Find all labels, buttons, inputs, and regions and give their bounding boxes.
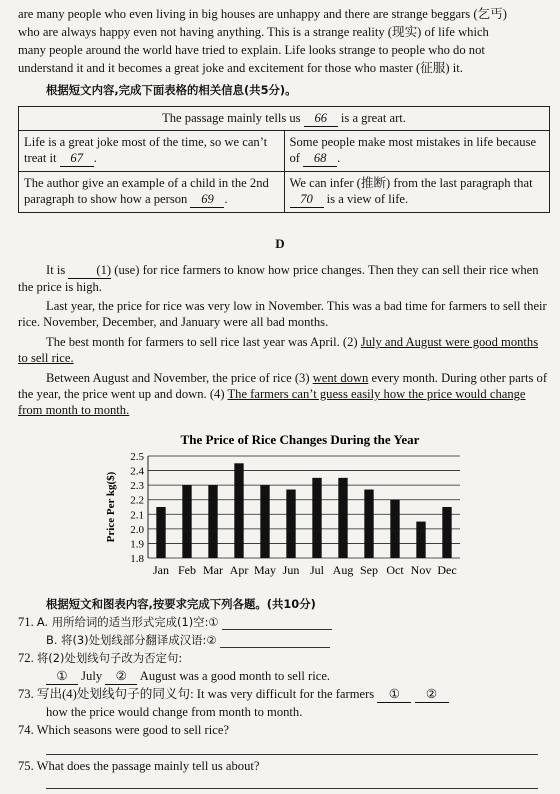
bar-may [260,485,269,558]
q72-number: 72. [18,651,34,665]
bar-apr [234,463,243,558]
answer-line-75[interactable] [46,788,538,789]
x-tick-label: Dec [437,563,457,577]
q74-number: 74. [18,723,34,737]
bar-oct [390,500,399,558]
bar-jan [156,507,165,558]
answer-blank-66[interactable]: 66 [304,110,338,127]
y-tick-label: 2.5 [130,451,144,463]
chart-y-ticks [130,451,144,565]
table-cell-70 [284,172,550,213]
section-heading: D [275,236,285,251]
underlined-sentence-2: July and August were good months to sell rice. [18,335,539,365]
answer-blank-72-1[interactable]: ① [46,668,78,685]
cell70-text: We can infer (推断) from the last paragraph that [289,176,533,190]
bar-sep [364,490,373,558]
passage-line-3: many people around the world have tried to explain. Life looks strange to people who do not [18,43,485,57]
question-71b [46,632,560,648]
q75-number: 75. [18,759,34,773]
x-tick-label: May [254,563,276,577]
q71b-text: B. 将(3)处划线部分翻译成汉语:② [46,633,217,647]
q72-text: 将(2)处划线句子改为否定句: [36,651,183,665]
answer-blank-67[interactable]: 67 [60,150,94,167]
x-tick-label: Jun [282,563,300,577]
question-73 [18,686,550,703]
cell70-end: is a view of life. [326,192,409,206]
table-cell-69 [19,172,285,213]
table-instruction: 根据短文内容,完成下面表格的相关信息(共5分)。 [46,83,297,97]
bar-mar [208,485,217,558]
row1-text: The passage mainly tells us [162,111,301,125]
p1-text-b: (use) for rice farmers to know how price changes. Then they can sell their rice when the price is high. [18,263,539,294]
y-tick-label: 2.4 [130,465,144,478]
table-cell-68 [284,131,550,172]
cell69-text: The author give an example of a child in the 2nd paragraph to show how a person [24,176,269,206]
cell67-end: . [93,151,97,165]
q73-continuation: how the price would change from month to month. [46,705,303,719]
question-75 [18,758,550,774]
bar-feb [182,485,191,558]
cell67-text: Life is a great joke most of the time, so we can’t treat it [24,135,268,165]
bar-jun [286,490,295,558]
bar-aug [338,478,347,558]
x-tick-label: Jul [309,563,325,577]
y-tick-label: 2.2 [130,494,144,507]
x-tick-label: Aug [332,563,354,577]
y-tick-label: 2.0 [130,523,144,536]
p1-text-a: It is [46,263,66,277]
passage-line-1: are many people who even living in big houses are unhappy and there are strange beggars (乞丐) [18,7,507,21]
chart-x-ticks [153,563,457,577]
x-tick-label: Nov [410,563,432,577]
passage-line-4: understand it and it becomes a great joke and excitement for those who master (征服) it. [18,61,463,75]
q71-number: 71. [18,615,34,629]
underlined-sentence-4: The farmers can’t guess easily how the price would change from month to month. [18,387,526,417]
answer-line-71a[interactable] [222,617,332,630]
chart-title: The Price of Rice Changes During the Year [180,432,420,447]
passage-d-p4 [18,370,550,418]
rice-price-chart [100,430,480,580]
q72-august: August was a good month to sell rice. [139,669,331,683]
q72-july: July [81,669,103,683]
y-tick-label: 1.9 [130,538,144,551]
q75-text: What does the passage mainly tell us about? [36,759,260,773]
answer-blank-73-1[interactable]: ① [377,686,411,703]
x-tick-label: Apr [229,563,249,577]
chart-grid [148,456,460,558]
p4-text-b: every month. During other parts of the year, the price went up and down. (4) [18,371,548,401]
p4-text-a: Between August and November, the price of rice (3) [46,371,310,385]
passage-d-p2: Last year, the price for rice was very low in November. This was a bad time for farmers to sell their rice. November, December, and January were all bad months. [18,299,547,329]
answer-line-74[interactable] [46,754,538,755]
table-cell-67 [19,131,285,172]
answer-blank-73-2[interactable]: ② [415,686,449,703]
blank-1[interactable]: (1) [68,262,111,279]
x-tick-label: Feb [178,563,196,577]
question-74 [18,722,550,738]
y-tick-label: 1.8 [130,553,144,565]
answer-blank-70[interactable]: 70 [290,191,324,208]
passage-line-2: who are always happy even not having anything. This is a strange reality (现实) of life which [18,25,489,39]
q74-text: Which seasons were good to sell rice? [36,723,230,737]
passage-d-p1 [18,262,550,295]
y-tick-label: 2.3 [130,480,144,493]
bar-nov [416,522,425,558]
cell69-end: . [224,192,228,206]
bar-dec [442,507,451,558]
chart-ylabel: Price Per kg($) [105,471,117,543]
question-71a [18,614,550,630]
answer-blank-72-2[interactable]: ② [105,668,137,685]
x-tick-label: Sep [360,563,378,577]
x-tick-label: Mar [203,563,223,577]
answer-blank-68[interactable]: 68 [303,150,337,167]
cell68-text: Some people make most mistakes in life because of [289,135,537,165]
cell68-end: . [337,151,341,165]
passage-d-p3 [18,334,550,366]
table-row-1 [19,107,550,131]
p3-text: The best month for farmers to sell rice last year was April. (2) [46,335,358,349]
questions-instruction: 根据短文和图表内容,按要求完成下列各题。(共10分) [46,597,316,611]
q71a-text: A. 用所给词的适当形式完成(1)空:① [36,615,219,629]
q73-number: 73. [18,687,34,701]
question-72 [18,650,550,666]
underlined-phrase-3: went down [312,371,369,385]
answer-line-71b[interactable] [220,635,330,648]
x-tick-label: Oct [386,563,404,577]
q72-answer-line [46,668,560,685]
q73-text: 写出(4)处划线句子的同义句: It was very difficult for the farmers [36,687,375,701]
answer-blank-69[interactable]: 69 [190,191,224,208]
bar-jul [312,478,321,558]
x-tick-label: Jan [153,563,169,577]
info-table [18,106,550,213]
row1-text-end: is a great art. [340,111,406,125]
y-tick-label: 2.1 [130,509,144,522]
